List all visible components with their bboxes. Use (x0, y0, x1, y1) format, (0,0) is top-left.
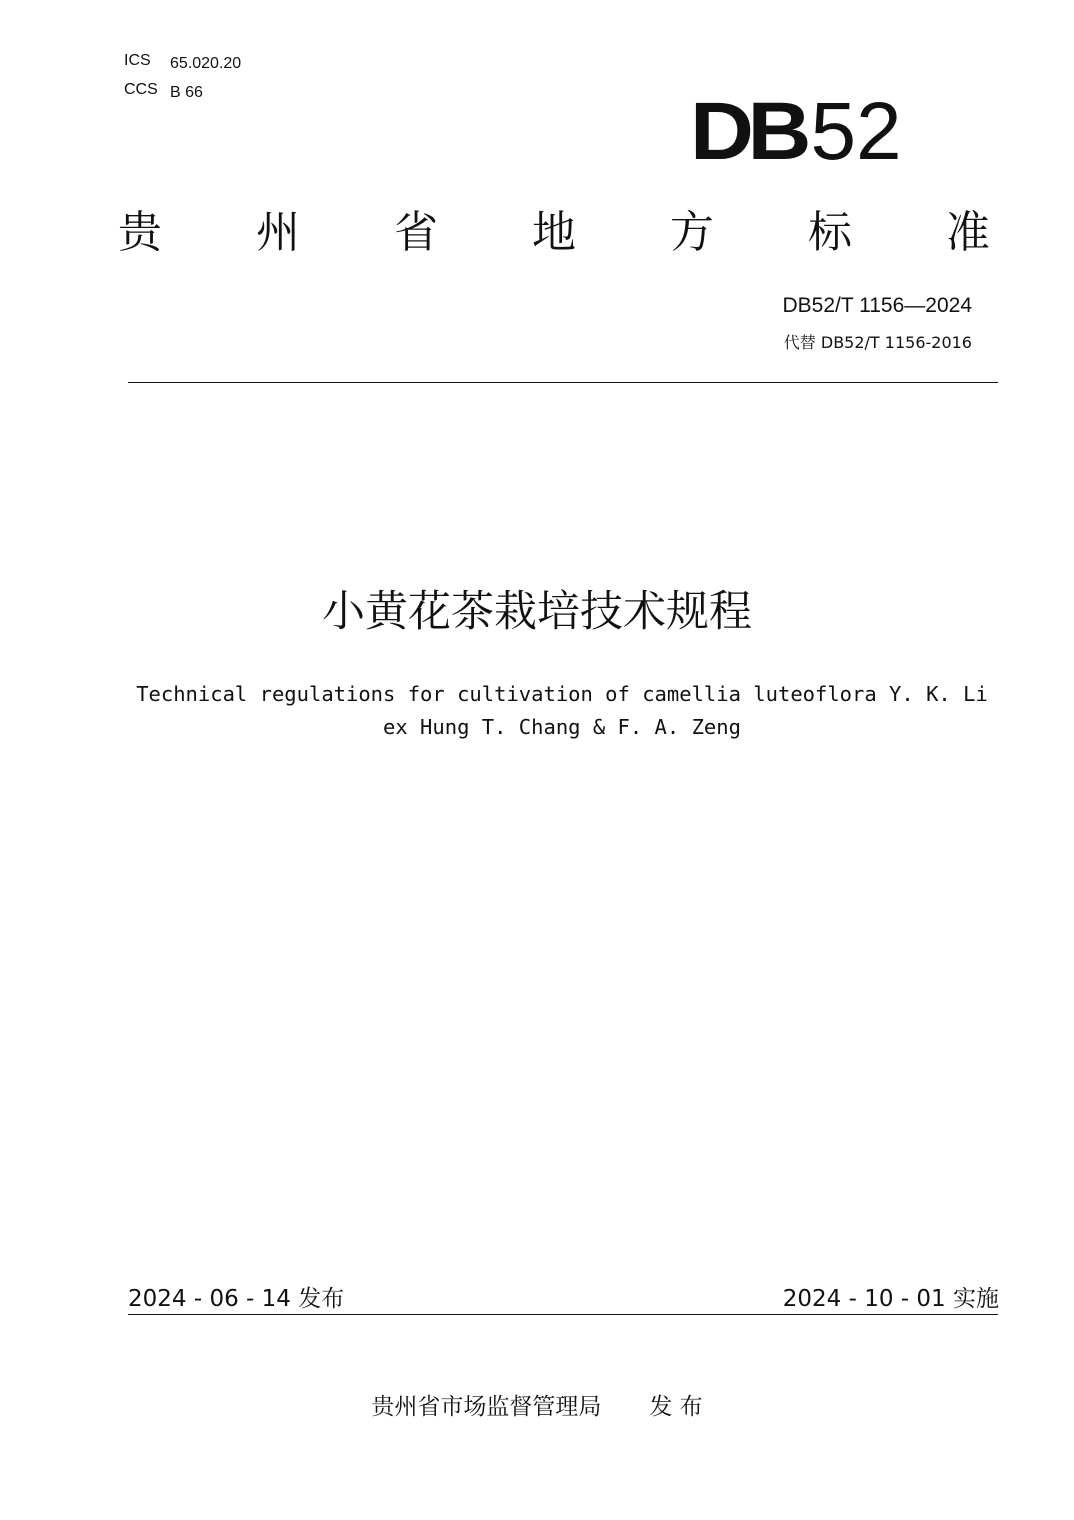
standard-type-heading (118, 205, 990, 261)
issuer-organization: 贵州省市场监督管理局 (371, 1394, 602, 1420)
standard-type-char: 方 (670, 207, 714, 258)
issue-date: 2024 - 06 - 14 发布 (128, 1286, 345, 1312)
implementation-date: 2024 - 10 - 01 实施 (782, 1286, 999, 1312)
header-divider (128, 382, 998, 383)
standard-type-char: 地 (532, 207, 576, 258)
db52-logo (690, 86, 902, 177)
document-title-cn: 小黄花茶栽培技术规程 (322, 587, 752, 637)
replaces-standard: 代替 DB52/T 1156-2016 (783, 333, 972, 352)
standard-type-char: 省 (394, 207, 438, 258)
logo-number: 52 (810, 86, 902, 177)
ccs-code: B 66 (170, 84, 203, 101)
standard-type-char: 准 (946, 207, 990, 258)
standard-number: DB52/T 1156—2024 (782, 294, 972, 317)
standard-type-char: 州 (256, 207, 300, 258)
issuer-action: 发 布 (649, 1394, 703, 1420)
standard-type-char: 标 (808, 207, 852, 258)
ics-label: ICS (124, 52, 151, 69)
ccs-label: CCS (124, 81, 158, 98)
issuer-line (0, 1388, 1074, 1421)
logo-db: DB (690, 86, 805, 177)
title-en-line: ex Hung T. Chang & F. A. Zeng (383, 715, 741, 739)
document-title-en (125, 678, 999, 744)
title-en-line: Technical regulations for cultivation of camellia luteoflora Y. K. Li (136, 682, 988, 706)
ics-code: 65.020.20 (170, 55, 242, 72)
standard-type-char: 贵 (118, 207, 162, 258)
footer-divider (128, 1314, 998, 1315)
